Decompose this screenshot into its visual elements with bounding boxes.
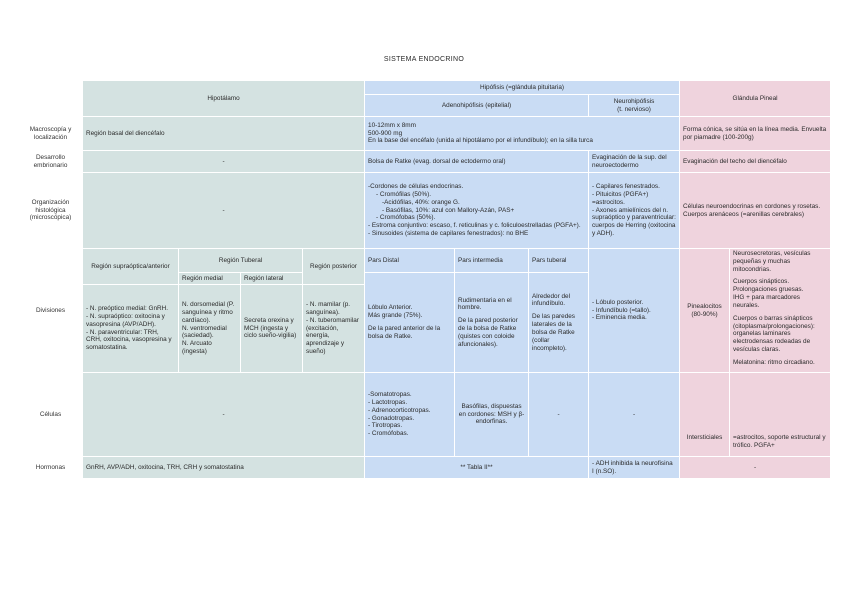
cel-line: - Tirotropas. bbox=[368, 422, 403, 430]
header-pineal: Glándula Pineal bbox=[680, 81, 831, 117]
celulas-hipotalamo: - bbox=[83, 373, 365, 457]
header-hipofisis: Hipófisis (=glándula pituitaria) bbox=[365, 81, 680, 95]
div-line: De las paredes laterales de la bolsa de Ratke (collar incompleto). bbox=[532, 313, 575, 352]
org-line: - Cromófilas (50%). bbox=[376, 190, 432, 198]
macro-line: 500-900 mg bbox=[368, 129, 403, 137]
hipotalamo-supraoptica-header: Región supraóptica/anterior bbox=[83, 249, 179, 285]
header-adenohipofisis: Adenohipófisis (epitelial) bbox=[365, 95, 589, 117]
desarrollo-pineal: Evaginación del techo del diencéfalo bbox=[680, 151, 831, 173]
cel-line: - Adrenocorticotropas. bbox=[368, 406, 431, 414]
organizacion-pineal bbox=[680, 173, 831, 249]
hipotalamo-medial-description bbox=[179, 285, 241, 373]
macro-hipofisis bbox=[365, 117, 680, 151]
pin-line: Neurosecretoras, vesículas pequeñas y muchas mitocondrias. bbox=[733, 250, 811, 273]
div-line: - N. tuberomamilar (excitación, energía, aprendizaje y sueño) bbox=[306, 316, 359, 356]
macro-pineal: Forma cónica, se sitúa en la línea media. Envuelta por piamadre (100-200g) bbox=[680, 117, 831, 151]
org-line: -Cordones de células endocrinas. bbox=[368, 183, 464, 191]
org-line: Células neuroendocrinas en cordones y rosetas. bbox=[683, 202, 821, 210]
pars-intermedia-description bbox=[455, 273, 529, 373]
celulas-intermedia: Basófilas, dispuestas en cordones: MSH y β-endorfinas. bbox=[455, 373, 529, 457]
row-label-organizacion: Organización histológica (microscópica) bbox=[19, 173, 83, 249]
cel-line: - Cromófobas. bbox=[368, 430, 409, 438]
hormonas-pineal: - bbox=[680, 457, 831, 479]
desarrollo-neurohipofisis: Evaginación de la sup. del neuroectodermo bbox=[589, 151, 680, 173]
div-line: Alrededor del infundíbulo. bbox=[532, 292, 571, 308]
endocrine-table bbox=[18, 80, 831, 479]
header-hipotalamo: Hipotálamo bbox=[83, 81, 365, 117]
pars-tuberal-header: Pars tuberal bbox=[529, 249, 589, 273]
div-line: N. dorsomedial (P. sanguínea y ritmo cardíaco). bbox=[182, 301, 235, 324]
hormonas-neurohipofisis: - ADH inhibida la neurofisina I (n.SO). bbox=[589, 457, 680, 479]
pin-line: Cuerpos o barras sinápticos (citoplasma/prolongaciones): organelas laminares electrodensas rodeadas de vesículas claras. bbox=[733, 314, 815, 353]
org-line: Cuerpos arenáceos (=arenillas cerebrales) bbox=[683, 210, 804, 218]
intersticiales-description: =astrocitos, soporte estructural y trófico. PGFA+ bbox=[730, 373, 831, 457]
row-label-hormonas: Hormonas bbox=[19, 457, 83, 479]
row-label-desarrollo: Desarrollo embrionario bbox=[19, 151, 83, 173]
celulas-distal bbox=[365, 373, 455, 457]
hipotalamo-tuberal-header: Región Tuberal bbox=[179, 249, 303, 273]
page-title: SISTEMA ENDOCRINO bbox=[383, 56, 465, 63]
macro-line: En la base del encéfalo (unida al hipotálamo por el infundíbulo); en la silla turca bbox=[368, 137, 593, 145]
pin-line: Prolongaciones gruesas. bbox=[733, 286, 804, 294]
organizacion-hipotalamo: - bbox=[83, 173, 365, 249]
row-label-macroscopia: Macroscopía y localización bbox=[19, 117, 83, 151]
div-line: - Lóbulo posterior. bbox=[592, 298, 644, 306]
org-line: - Capilares fenestrados. bbox=[592, 183, 660, 191]
macro-line: 10-12mm x 8mm bbox=[368, 121, 416, 129]
pin-line: IHG + para marcadores neurales. bbox=[733, 294, 800, 309]
pars-tuberal-description bbox=[529, 273, 589, 373]
hipotalamo-supraoptica-description bbox=[83, 285, 179, 373]
org-line: - Cromófobas (50%). bbox=[376, 214, 436, 222]
desarrollo-adenohipofisis: Bolsa de Ratke (evag. dorsal de ectodermo oral) bbox=[365, 151, 589, 173]
corner-cell bbox=[19, 81, 83, 117]
div-line: Lóbulo Anterior. bbox=[368, 304, 413, 312]
hipotalamo-medial-header: Región medial bbox=[179, 273, 241, 285]
div-line: - Eminencia media. bbox=[592, 314, 647, 322]
row-label-celulas: Células bbox=[19, 373, 83, 457]
org-line: - Sinusoides (sistema de capilares fenestrados): no BHE bbox=[368, 230, 529, 238]
pars-distal-description bbox=[365, 273, 455, 373]
celulas-tuberal: - bbox=[529, 373, 589, 457]
pars-distal-header: Pars Distal bbox=[365, 249, 455, 273]
org-line: - Estroma conjuntivo: escaso, f. reticulinas y c. foliculoestrelladas (PGFA+). bbox=[368, 222, 581, 230]
hipotalamo-posterior-header: Región posterior bbox=[303, 249, 365, 285]
div-line: - N. preóptico medial: GnRH. bbox=[86, 305, 169, 313]
div-line: De la pared posterior de la bolsa de Ratke (quistes con coloide afuncionales). bbox=[458, 317, 518, 348]
desarrollo-hipotalamo: - bbox=[83, 151, 365, 173]
divisiones-neurohipofisis bbox=[589, 249, 680, 373]
organizacion-neurohipofisis bbox=[589, 173, 680, 249]
div-line: Rudimentaria en el hombre. bbox=[458, 296, 512, 312]
cel-line: - Gonadotropas. bbox=[368, 414, 415, 422]
hormonas-hipotalamo: GnRH, AVP/ADH, oxitocina, TRH, CRH y somatostatina bbox=[83, 457, 365, 479]
div-line: - N. supraóptico: oxitocina y vasopresina (AVP/ADH). bbox=[86, 312, 165, 328]
org-line: - Axones amielínicos del n. supraóptico y paraventricular: cuerpos de Herring (oxitocina y ADH). bbox=[592, 206, 676, 238]
div-line: - N. mamilar (p. sanguínea). bbox=[306, 301, 351, 316]
macro-hipotalamo: Región basal del diencéfalo bbox=[83, 117, 365, 151]
pin-line: Cuerpos sinápticos. bbox=[733, 278, 790, 286]
org-line: -Acidófilas, 40%: orange G. bbox=[382, 198, 460, 206]
pinealocitos-description bbox=[730, 249, 831, 373]
pinealocitos-label: Pinealocitos (80-90%) bbox=[680, 249, 730, 373]
div-line: - N. paraventricular: TRH, CRH, oxitocina, vasopresina y somatostatina. bbox=[86, 328, 172, 352]
pars-intermedia-header: Pars intermedia bbox=[455, 249, 529, 273]
header-neurohipofisis: Neurohipófisis (t. nervioso) bbox=[589, 95, 680, 117]
cel-line: - Lactotropas. bbox=[368, 398, 408, 406]
row-label-divisiones: Divisiones bbox=[19, 249, 83, 373]
org-line: - Pituicitos (PGFA+) =astrocitos. bbox=[592, 190, 649, 206]
intersticiales-label: Intersticiales bbox=[680, 373, 730, 457]
hormonas-adenohipofisis: ** Tabla II** bbox=[365, 457, 589, 479]
div-line: Más grande (75%). bbox=[368, 312, 423, 320]
organizacion-adenohipofisis bbox=[365, 173, 589, 249]
org-line: - Basófilas, 10%: azul con Mallory-Azán, PAS+ bbox=[382, 206, 515, 214]
hipotalamo-lateral-header: Región lateral bbox=[241, 273, 303, 285]
div-line: - Infundíbulo (=tallo). bbox=[592, 306, 651, 314]
pin-line: Melatonina: ritmo circadiano. bbox=[733, 358, 815, 366]
div-line: N. ventromedial (saciedad). bbox=[182, 324, 227, 340]
hipotalamo-posterior-description bbox=[303, 285, 365, 373]
hipotalamo-lateral-description: Secreta orexina y MCH (ingesta y ciclo sueño-vigilia) bbox=[241, 285, 303, 373]
div-line: De la pared anterior de la bolsa de Ratke. bbox=[368, 325, 441, 340]
div-line: N. Arcuato (ingesta) bbox=[182, 340, 212, 356]
cel-line: -Somatotropas. bbox=[368, 391, 412, 399]
celulas-neurohipofisis: - bbox=[589, 373, 680, 457]
